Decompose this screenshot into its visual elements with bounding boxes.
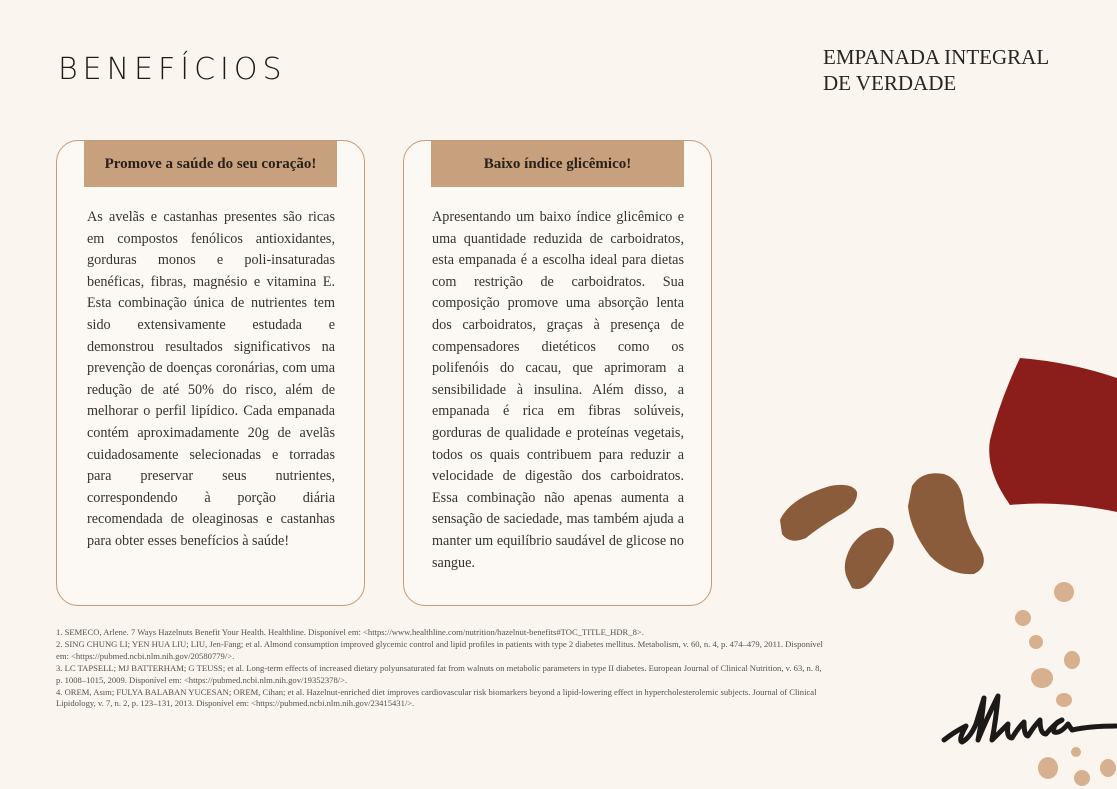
card-body-text: As avelãs e castanhas presentes são ricas em compostos fenólicos antioxidantes, gorduras monos e poli-insaturadas benéficas, fibras, magnésio e vitamina E. Esta combinação única de nutrientes tem sido extensivamente estudada e demonstrou resultados significativos na prevenção de doenças coronárias, com uma redução de até 50% do risco, além de melhorar o perfil lipídico. Cada empanada contém aproximadamente 20g de avelãs cuidadosamente selecionadas e torradas para preservar seus nutrientes, correspondendo à porção diária recomendada de oleaginosas e castanhas para obter esses benefícios à saúde! bbox=[87, 209, 335, 549]
benefit-card-heart bbox=[56, 140, 365, 606]
red-wrapper-shape bbox=[989, 358, 1117, 512]
card-heading: Baixo índice glicêmico! bbox=[431, 141, 684, 187]
nut-shape bbox=[908, 473, 984, 574]
references bbox=[56, 627, 826, 711]
reference-item: 3. LC TAPSELL; MJ BATTERHAM; G TEUSS; et al. Long-term effects of increased dietary polyunsaturated fat from walnuts on metabolic parameters in type II diabetes. European Journal of Clinical Nutrition, v. 63, n. 8, p. 1008–1015, 2009. Disponível em: <https://pubmed.ncbi.nlm.nih.gov/19352378/>. bbox=[56, 663, 822, 685]
allma-logo bbox=[940, 680, 1117, 760]
reference-item: 4. OREM, Asım; FULYA BALABAN YUCESAN; OREM, Cihan; et al. Hazelnut-enriched diet improves cardiovascular risk biomarkers beyond a lipid-lowering effect in hypercholesterolemic subjects. Journal of Clinical Lipidology, v. 7, n. 2, p. 123–131, 2013. Disponível em: <https://pubmed.ncbi.nlm.nih.gov/23415431/>. bbox=[56, 687, 817, 709]
product-title-line-2: DE VERDADE bbox=[823, 71, 957, 95]
card-body-text: Apresentando um baixo índice glicêmico e uma quantidade reduzida de carboidratos, esta empanada é a escolha ideal para dietas com restrição de carboidratos. Sua composição promove uma absorção lenta dos carboidratos, graças à presença de compensadores dietéticos como os polifenóis do cacau, que aprimoram a sensibilidade à insulina. Além disso, a empanada é rica em fibras solúveis, gorduras de qualidade e proteínas vegetais, todos os quais contribuem para reduzir a velocidade de digestão dos carboidratos. Essa combinação não apenas aumenta a sensação de saciedade, mas também ajuda a manter um equilíbrio saudável de glicose no sangue. bbox=[432, 209, 684, 571]
benefit-card-glycemic bbox=[403, 140, 712, 606]
product-title-line-1: EMPANADA INTEGRAL bbox=[823, 45, 1050, 69]
page-title: BENEFÍCIOS bbox=[58, 52, 287, 87]
reference-item: 2. SING CHUNG LI; YEN HUA LIU; LIU, Jen-Fang; et al. Almond consumption improved glycemic control and lipid profiles in patients with type 2 diabetes mellitus. Metabolism, v. 60, n. 4, p. 474–479, 2011. Disponível em: <https://pubmed.ncbi.nlm.nih.gov/20580779/>. bbox=[56, 639, 823, 661]
product-title bbox=[823, 44, 1049, 96]
nut-shape bbox=[845, 528, 894, 589]
card-heading: Promove a saúde do seu coração! bbox=[84, 141, 337, 187]
reference-item: 1. SEMECO, Arlene. 7 Ways Hazelnuts Benefit Your Health. Healthline. Disponível em: <https://www.healthline.com/nutrition/hazelnut-benefits#TOC_TITLE_HDR_8>. bbox=[56, 627, 644, 637]
nut-shape bbox=[780, 485, 857, 541]
